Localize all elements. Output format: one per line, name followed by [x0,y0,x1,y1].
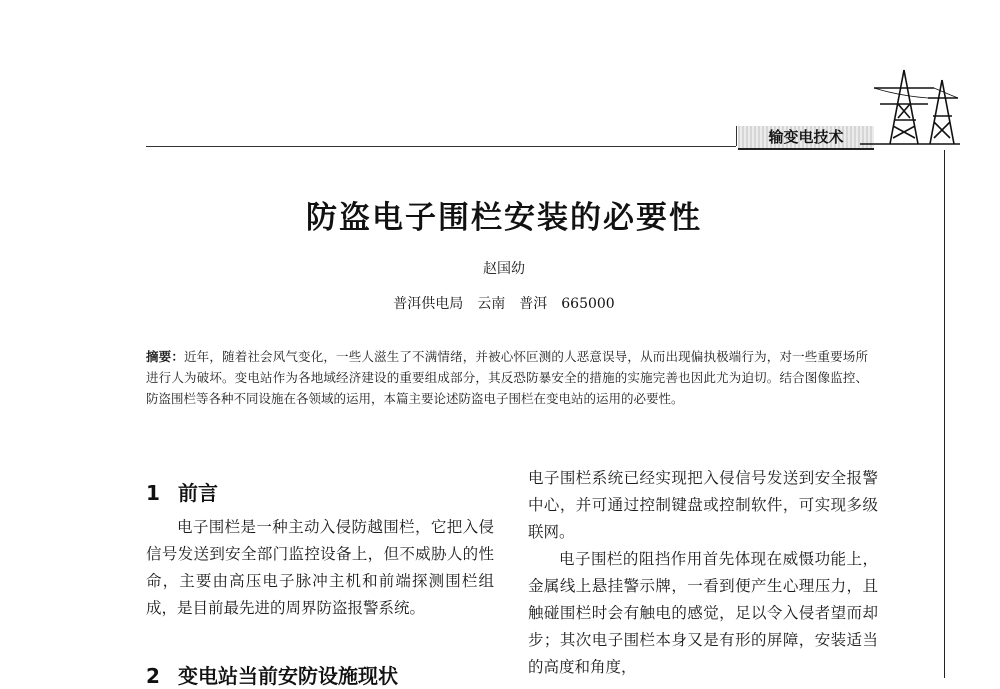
article-title: 防盗电子围栏安装的必要性 [306,200,702,236]
left-column [146,514,494,622]
right-paragraph-1: 电子围栏系统已经实现把入侵信号发送到安全报警中心，并可通过控制键盘或控制软件，可实现多级联网。 [528,469,878,541]
abstract [146,346,868,409]
section-number: 2 [146,664,160,688]
article-author: 赵国幼 [483,261,525,277]
section-title: 前言 [178,481,218,505]
header-rule [146,146,736,147]
header-rule-tick [736,126,737,146]
section-1-paragraph: 电子围栏是一种主动入侵防越围栏，它把入侵信号发送到安全部门监控设备上，但不威胁人的性命，主要由高压电子脉冲主机和前端探测围栏组成，是目前最先进的周界防盗报警系统。 [146,518,494,617]
section-number: 1 [146,481,160,505]
right-paragraph-2: 电子围栏的阻挡作用首先体现在威慑功能上，金属线上悬挂警示牌，一看到便产生心理压力，且触碰围栏时会有触电的感觉，足以令入侵者望而却步；其次电子围栏本身又是有形的屏障，安装适当的高度和角度， [528,550,878,676]
abstract-text: 近年，随着社会风气变化，一些人滋生了不满情绪，并被心怀叵测的人恶意误导，从而出现偏执极端行为，对一些重要场所进行人为破坏。变电站作为各地域经济建设的重要组成部分，其反恐防暴安全的措施的实施完善也因此尤为迫切。结合图像监控、防盗围栏等各种不同设施在各领域的运用，本篇主要论述防盗电子围栏在变电站的运用的必要性。 [146,349,868,406]
page-right-border [944,150,945,678]
transmission-tower-icon [860,60,960,150]
abstract-label: 摘要： [146,349,185,364]
section-tag: 输变电技术 [738,126,874,150]
section-heading-2 [146,660,398,689]
article-affiliation: 普洱供电局 云南 普洱 665000 [393,296,615,312]
section-heading-1 [146,477,218,506]
section-title: 变电站当前安防设施现状 [178,664,398,688]
right-column [528,465,878,681]
